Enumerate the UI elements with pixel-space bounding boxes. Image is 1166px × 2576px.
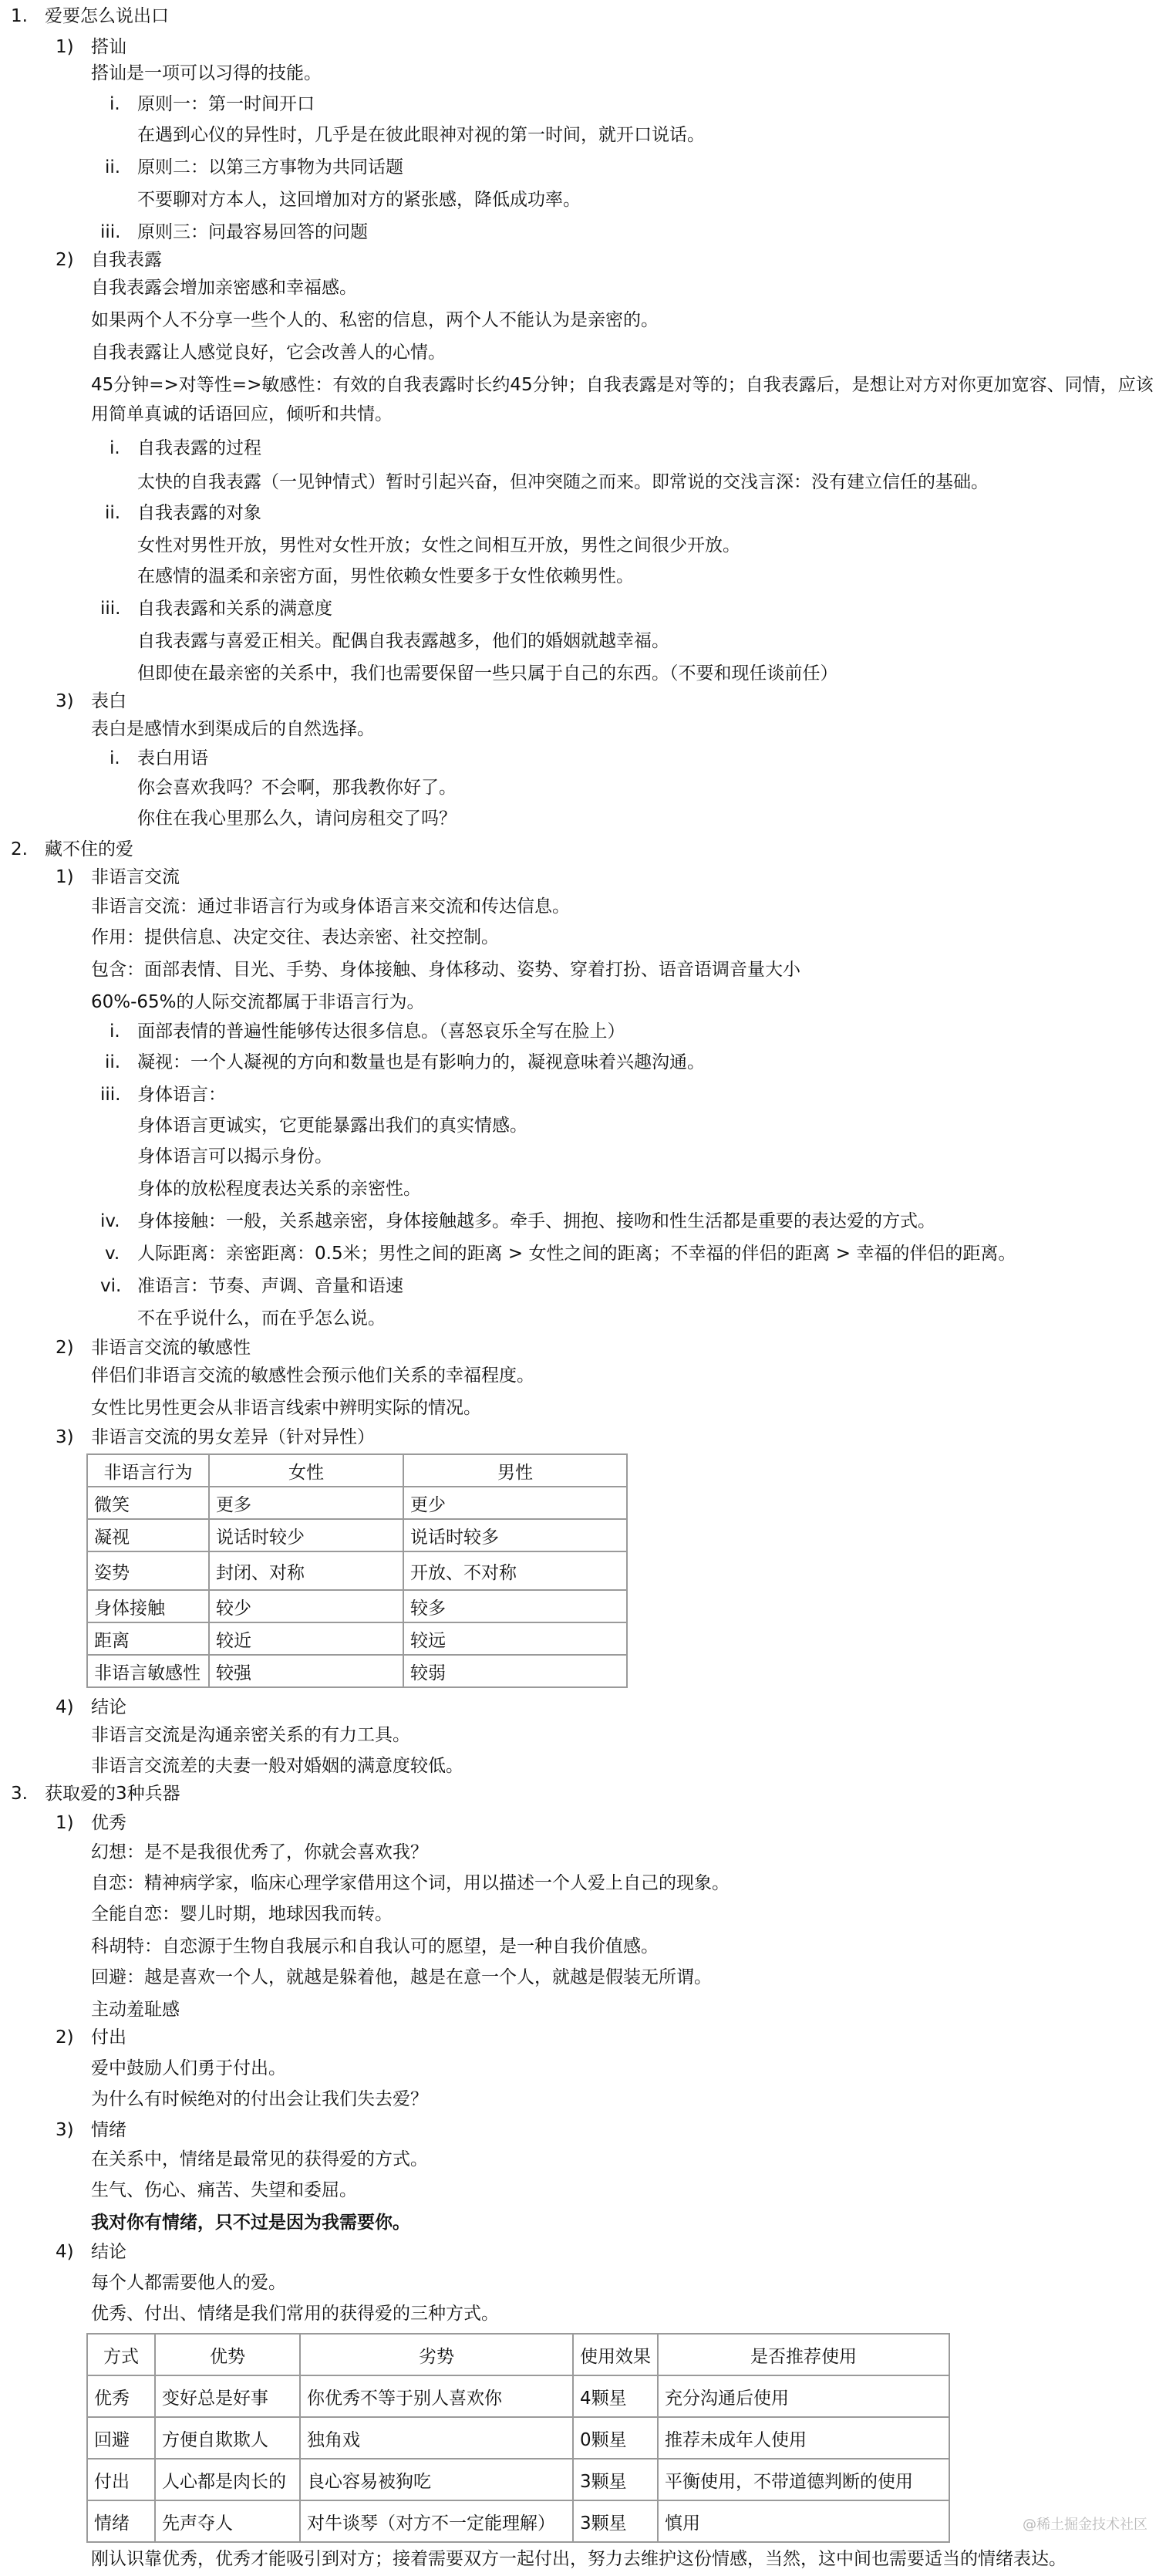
paragraph: 太快的自我表露（一见钟情式）暂时引起兴奋，但冲突随之而来。即常说的交浅言深：没有建立信任的基础。 <box>137 472 989 492</box>
table-header: 劣势 <box>300 2334 573 2375</box>
watermark: @稀土掘金技术社区 <box>1023 2517 1147 2533</box>
table-cell: 较弱 <box>403 1655 627 1687</box>
table-cell: 充分沟通后使用 <box>658 2375 949 2417</box>
paragraph: 非语言交流：通过非语言行为或身体语言来交流和传达信息。 <box>91 896 570 917</box>
closing-paragraph: 刚认识靠优秀，优秀才能吸引到对方；接着需要双方一起付出，努力去维护这份情感，当然，这中间也需要适当的情绪表达。 <box>91 2549 1067 2569</box>
item-number: ii. <box>105 503 121 523</box>
table-cell: 慎用 <box>658 2500 949 2542</box>
subsection-title: 表白 <box>91 691 126 711</box>
table-cell: 方便自欺欺人 <box>155 2417 300 2459</box>
item-title: 凝视：一个人凝视的方向和数量也是有影响力的，凝视意味着兴趣沟通。 <box>137 1052 705 1072</box>
table-cell: 非语言敏感性 <box>87 1655 209 1687</box>
item-number: i. <box>110 748 120 768</box>
item-number: vi. <box>100 1276 122 1296</box>
item-title: 身体接触：一般，关系越亲密，身体接触越多。牵手、拥抱、接吻和性生活都是重要的表达爱的方式。 <box>137 1211 935 1231</box>
item-title: 表白用语 <box>137 748 208 768</box>
table-row <box>87 1622 627 1655</box>
section-number: 2. <box>11 839 28 859</box>
table-cell: 良心容易被狗吃 <box>300 2459 573 2500</box>
paragraph: 不在乎说什么，而在乎怎么说。 <box>137 1308 386 1329</box>
section-title: 爱要怎么说出口 <box>45 6 169 26</box>
paragraph: 每个人都需要他人的爱。 <box>91 2273 286 2293</box>
subsection-title: 自我表露 <box>91 250 162 270</box>
subsection-title: 结论 <box>91 2242 126 2262</box>
table-cell: 凝视 <box>87 1519 209 1551</box>
paragraph: 为什么有时候绝对的付出会让我们失去爱？ <box>91 2089 428 2109</box>
paragraph: 女性比男性更会从非语言线索中辨明实际的情况。 <box>91 1398 481 1418</box>
paragraph: 在感情的温柔和亲密方面，男性依赖女性要多于女性依赖男性。 <box>137 566 634 586</box>
table-cell: 独角戏 <box>300 2417 573 2459</box>
table-header: 男性 <box>403 1454 627 1487</box>
love-methods-table <box>86 2333 950 2543</box>
subsection-number: 3) <box>56 691 74 711</box>
paragraph: 你会喜欢我吗？不会啊，那我教你好了。 <box>137 778 457 798</box>
paragraph: 全能自恋：婴儿时期，地球因我而转。 <box>91 1904 393 1924</box>
paragraph: 在遇到心仪的异性时，几乎是在彼此眼神对视的第一时间，就开口说话。 <box>137 125 705 145</box>
paragraph: 但即使在最亲密的关系中，我们也需要保留一些只属于自己的东西。（不要和现任谈前任） <box>137 663 838 684</box>
table-header: 是否推荐使用 <box>658 2334 949 2375</box>
subsection-number: 4) <box>56 1697 74 1717</box>
section-title: 获取爱的3种兵器 <box>45 1784 180 1804</box>
item-title: 原则一：第一时间开口 <box>137 94 315 114</box>
paragraph: 身体语言可以揭示身份。 <box>137 1146 332 1166</box>
table-cell: 封闭、对称 <box>209 1551 403 1590</box>
subsection-title: 非语言交流的男女差异（针对异性） <box>91 1427 375 1447</box>
item-title: 自我表露的过程 <box>137 438 261 458</box>
paragraph: 幻想：是不是我很优秀了，你就会喜欢我？ <box>91 1842 428 1862</box>
subsection-number: 1) <box>56 37 74 57</box>
paragraph: 女性对男性开放，男性对女性开放；女性之间相互开放，男性之间很少开放。 <box>137 535 740 555</box>
paragraph: 自我表露让人感觉良好，它会改善人的心情。 <box>91 343 446 363</box>
gender-difference-table <box>86 1453 628 1688</box>
table-cell: 优秀 <box>87 2375 155 2417</box>
paragraph: 包含：面部表情、目光、手势、身体接触、身体移动、姿势、穿着打扮、语音语调音量大小 <box>91 960 800 980</box>
table-row <box>87 2459 949 2500</box>
paragraph: 非语言交流是沟通亲密关系的有力工具。 <box>91 1725 410 1745</box>
table-cell: 人心都是肉长的 <box>155 2459 300 2500</box>
item-title: 原则二：以第三方事物为共同话题 <box>137 157 403 177</box>
subsection-number: 4) <box>56 2242 74 2262</box>
table-cell: 距离 <box>87 1622 209 1655</box>
table-cell: 付出 <box>87 2459 155 2500</box>
item-title: 原则三：问最容易回答的问题 <box>137 222 368 242</box>
table-row <box>87 1590 627 1622</box>
item-number: ii. <box>105 157 121 177</box>
paragraph: 表白是感情水到渠成后的自然选择。 <box>91 719 375 739</box>
paragraph: 回避：越是喜欢一个人，就越是躲着他，越是在意一个人，就越是假装无所谓。 <box>91 1967 712 1987</box>
table-row <box>87 1655 627 1687</box>
paragraph: 作用：提供信息、决定交往、表达亲密、社交控制。 <box>91 927 499 947</box>
emphasis-paragraph: 我对你有情绪，只不过是因为我需要你。 <box>91 2213 410 2233</box>
paragraph: 自我表露与喜爱正相关。配偶自我表露越多，他们的婚姻就越幸福。 <box>137 631 669 651</box>
paragraph: 搭讪是一项可以习得的技能。 <box>91 63 322 83</box>
paragraph: 不要聊对方本人，这回增加对方的紧张感，降低成功率。 <box>137 190 581 210</box>
table-cell: 身体接触 <box>87 1590 209 1622</box>
subsection-number: 3) <box>56 1427 74 1447</box>
subsection-number: 3) <box>56 2120 74 2140</box>
table-cell: 推荐未成年人使用 <box>658 2417 949 2459</box>
table-cell: 较强 <box>209 1655 403 1687</box>
subsection-title: 结论 <box>91 1697 126 1717</box>
table-header: 优势 <box>155 2334 300 2375</box>
paragraph: 伴侣们非语言交流的敏感性会预示他们关系的幸福程度。 <box>91 1366 534 1386</box>
subsection-title: 付出 <box>91 2027 126 2048</box>
table-header-row <box>87 2334 949 2375</box>
table-header: 方式 <box>87 2334 155 2375</box>
section-title: 藏不住的爱 <box>45 839 133 859</box>
paragraph: 自恋：精神病学家，临床心理学家借用这个词，用以描述一个人爱上自己的现象。 <box>91 1873 730 1893</box>
table-header: 使用效果 <box>573 2334 658 2375</box>
subsection-title: 情绪 <box>91 2120 126 2140</box>
paragraph: 身体语言更诚实，它更能暴露出我们的真实情感。 <box>137 1116 527 1136</box>
item-number: iii. <box>100 599 121 619</box>
table-row <box>87 1487 627 1519</box>
item-number: iii. <box>100 222 121 242</box>
table-row <box>87 1551 627 1590</box>
table-cell: 较多 <box>403 1590 627 1622</box>
item-number: i. <box>110 94 120 114</box>
item-title: 自我表露和关系的满意度 <box>137 599 332 619</box>
item-number: v. <box>105 1244 120 1264</box>
paragraph: 生气、伤心、痛苦、失望和委屈。 <box>91 2180 357 2200</box>
table-cell: 3颗星 <box>573 2500 658 2542</box>
table-cell: 3颗星 <box>573 2459 658 2500</box>
paragraph: 如果两个人不分享一些个人的、私密的信息，两个人不能认为是亲密的。 <box>91 310 659 330</box>
table-row <box>87 2417 949 2459</box>
table-cell: 平衡使用，不带道德判断的使用 <box>658 2459 949 2500</box>
table-header-row <box>87 1454 627 1487</box>
paragraph: 优秀、付出、情绪是我们常用的获得爱的三种方式。 <box>91 2304 499 2324</box>
paragraph: 60%-65%的人际交流都属于非语言行为。 <box>91 992 425 1012</box>
table-cell: 对牛谈琴（对方不一定能理解） <box>300 2500 573 2542</box>
subsection-title: 优秀 <box>91 1813 126 1833</box>
table-cell: 更多 <box>209 1487 403 1519</box>
paragraph: 爱中鼓励人们勇于付出。 <box>91 2058 286 2078</box>
table-cell: 4颗星 <box>573 2375 658 2417</box>
table-cell: 先声夺人 <box>155 2500 300 2542</box>
table-row <box>87 2500 949 2542</box>
subsection-number: 1) <box>56 1813 74 1833</box>
subsection-title: 搭讪 <box>91 37 126 57</box>
item-title: 准语言：节奏、声调、音量和语速 <box>137 1276 403 1296</box>
table-cell: 开放、不对称 <box>403 1551 627 1590</box>
table-cell: 姿势 <box>87 1551 209 1590</box>
table-header: 非语言行为 <box>87 1454 209 1487</box>
table-cell: 微笑 <box>87 1487 209 1519</box>
subsection-number: 2) <box>56 2027 74 2048</box>
table-cell: 回避 <box>87 2417 155 2459</box>
paragraph: 自我表露会增加亲密感和幸福感。 <box>91 278 357 298</box>
item-number: ii. <box>105 1052 121 1072</box>
item-number: iii. <box>100 1085 121 1105</box>
item-number: iv. <box>100 1211 120 1231</box>
item-title: 人际距离：亲密距离：0.5米；男性之间的距离 > 女性之间的距离；不幸福的伴侣的距离 > 幸福的伴侣的距离。 <box>137 1244 1016 1264</box>
item-number: i. <box>110 438 120 458</box>
table-cell: 情绪 <box>87 2500 155 2542</box>
table-cell: 较近 <box>209 1622 403 1655</box>
item-title: 面部表情的普遍性能够传达很多信息。（喜怒哀乐全写在脸上） <box>137 1021 625 1042</box>
subsection-number: 1) <box>56 867 74 887</box>
subsection-number: 2) <box>56 1338 74 1358</box>
subsection-title: 非语言交流 <box>91 867 180 887</box>
paragraph: 45分钟=>对等性=>敏感性：有效的自我表露时长约45分钟；自我表露是对等的；自我表露后，是想让对方对你更加宽容、同情，应该用简单真诚的话语回应，倾听和共情。 <box>91 375 1154 424</box>
table-cell: 你优秀不等于别人喜欢你 <box>300 2375 573 2417</box>
paragraph: 在关系中，情绪是最常见的获得爱的方式。 <box>91 2149 428 2169</box>
paragraph: 非语言交流差的夫妻一般对婚姻的满意度较低。 <box>91 1756 463 1776</box>
table-cell: 变好总是好事 <box>155 2375 300 2417</box>
table-cell: 说话时较少 <box>209 1519 403 1551</box>
table-cell: 0颗星 <box>573 2417 658 2459</box>
table-cell: 说话时较多 <box>403 1519 627 1551</box>
table-cell: 更少 <box>403 1487 627 1519</box>
item-title: 自我表露的对象 <box>137 503 261 523</box>
subsection-number: 2) <box>56 250 74 270</box>
subsection-title: 非语言交流的敏感性 <box>91 1338 251 1358</box>
table-row <box>87 1519 627 1551</box>
section-number: 1. <box>11 6 28 26</box>
paragraph: 你住在我心里那么久，请问房租交了吗？ <box>137 809 457 829</box>
paragraph: 身体的放松程度表达关系的亲密性。 <box>137 1179 421 1199</box>
table-cell: 较少 <box>209 1590 403 1622</box>
table-header: 女性 <box>209 1454 403 1487</box>
item-title: 身体语言： <box>137 1085 226 1105</box>
paragraph: 科胡特：自恋源于生物自我展示和自我认可的愿望，是一种自我价值感。 <box>91 1936 659 1956</box>
table-row <box>87 2375 949 2417</box>
item-number: i. <box>110 1021 120 1042</box>
paragraph: 主动羞耻感 <box>91 2000 180 2020</box>
section-number: 3. <box>11 1784 28 1804</box>
table-cell: 较远 <box>403 1622 627 1655</box>
